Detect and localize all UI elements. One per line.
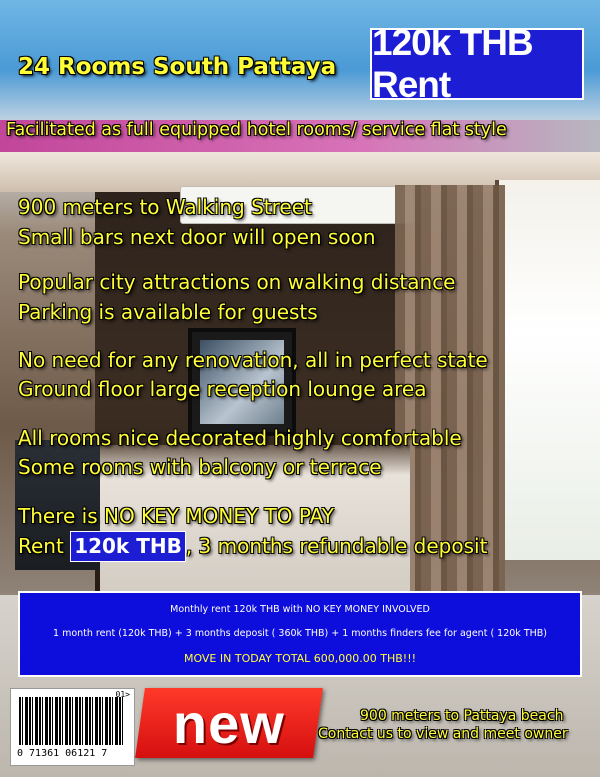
- barcode: [10, 688, 135, 766]
- barcode-issue: 01>: [115, 690, 130, 699]
- new-badge: [135, 688, 323, 758]
- feature-line: Some rooms with balcony or terrace: [18, 455, 382, 479]
- rent-highlight: 120k THB: [70, 531, 186, 562]
- feature-line: All rooms nice decorated highly comfortable: [18, 426, 462, 450]
- rent-prefix: Rent: [18, 534, 64, 558]
- rent-line: [18, 531, 487, 562]
- payment-info-box: [18, 591, 582, 677]
- feature-line: 900 meters to Walking Street: [18, 195, 312, 219]
- price-badge: [370, 22, 584, 105]
- footer-line-2: Contact us to view and meet owner: [318, 726, 568, 742]
- barcode-bars: [19, 697, 123, 745]
- footer-line-1: 900 meters to Pattaya beach: [360, 708, 564, 724]
- barcode-digits: 0 71361 06121 7: [17, 748, 108, 759]
- info-line-1: Monthly rent 120k THB with NO KEY MONEY INVOLVED: [170, 604, 430, 615]
- feature-line: There is NO KEY MONEY TO PAY: [18, 504, 334, 528]
- feature-line: Popular city attractions on walking distance: [18, 270, 456, 294]
- info-line-3: MOVE IN TODAY TOTAL 600,000.00 THB!!!: [183, 652, 417, 665]
- page-title: 24 Rooms South Pattaya: [18, 54, 337, 80]
- feature-line: No need for any renovation, all in perfect state: [18, 348, 488, 372]
- new-badge-label: new: [173, 691, 285, 755]
- feature-line: Parking is available for guests: [18, 300, 318, 324]
- feature-line: Ground floor large reception lounge area: [18, 377, 427, 401]
- rent-suffix: , 3 months refundable deposit: [185, 534, 488, 558]
- info-line-2: 1 month rent (120k THB) + 3 months deposit ( 360k THB) + 1 months finders fee for agent ( 120k THB): [53, 628, 547, 639]
- feature-line: Small bars next door will open soon: [18, 225, 376, 249]
- subtitle: Facilitated as full equipped hotel rooms/ service flat style: [6, 120, 507, 140]
- window: [495, 180, 600, 560]
- price-badge-label: 120k THB Rent: [372, 22, 533, 105]
